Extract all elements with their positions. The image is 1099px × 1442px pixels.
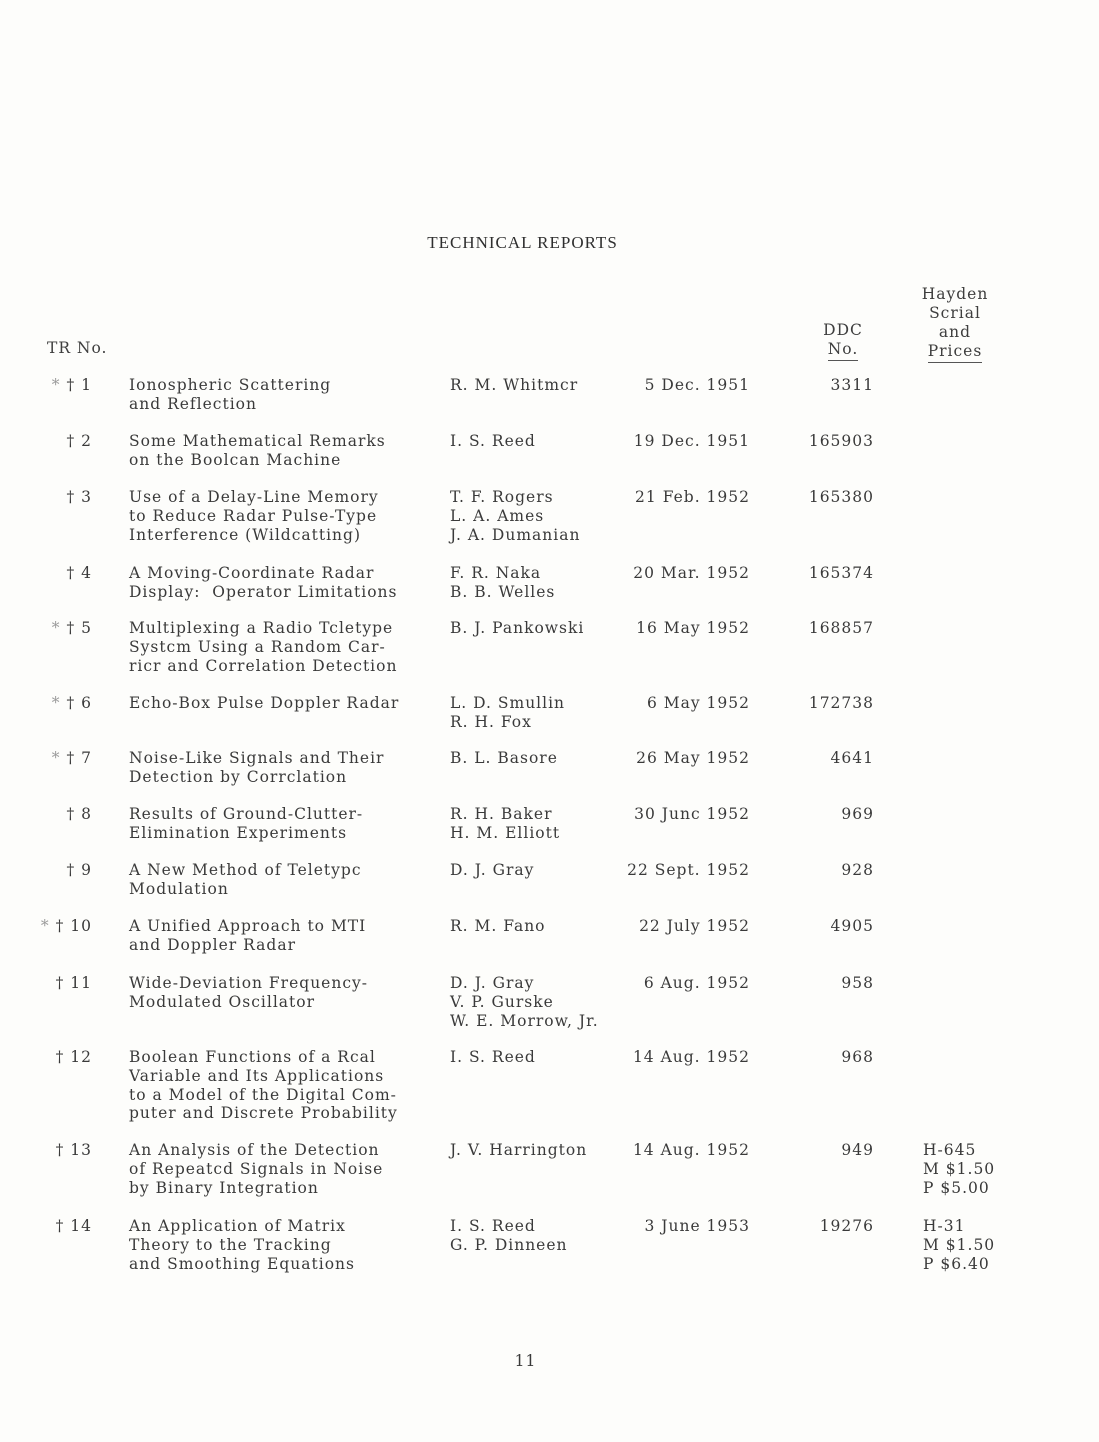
- report-number: [66, 432, 92, 451]
- report-number-text: † 10: [55, 917, 92, 935]
- hayden-price: [923, 1141, 995, 1197]
- report-authors: [450, 974, 599, 1030]
- report-authors-line: T. F. Rogers: [450, 488, 554, 506]
- report-authors-line: J. V. Harrington: [450, 1141, 588, 1159]
- report-title-line: An Application of Matrix: [129, 1217, 346, 1235]
- ddc-number: 958: [841, 974, 874, 992]
- report-number: [66, 805, 92, 824]
- header-ddc: [805, 321, 881, 361]
- hayden-price-line: P $5.00: [923, 1178, 990, 1197]
- ddc-number: 949: [841, 1141, 874, 1159]
- page-title: TECHNICAL REPORTS: [427, 233, 618, 252]
- star-mark: *: [51, 376, 61, 394]
- report-title-line: Noise-Like Signals and Their: [129, 749, 385, 767]
- report-date: 22 Sept. 1952: [627, 861, 750, 879]
- report-title-line: Ionospheric Scattering: [129, 376, 332, 394]
- report-title-line: Multiplexing a Radio Tcletype: [129, 619, 394, 637]
- report-number: [66, 564, 92, 583]
- header-hayden-line-1: Hayden: [921, 285, 989, 303]
- report-title: [129, 749, 384, 787]
- report-title-line: Wide-Deviation Frequency-: [129, 974, 369, 992]
- report-authors-line: I. S. Reed: [450, 1048, 536, 1066]
- report-title-line: Results of Ground-Clutter-: [129, 805, 364, 823]
- report-authors-line: I. S. Reed: [450, 432, 536, 450]
- report-date: 22 July 1952: [639, 917, 750, 935]
- report-number: [41, 917, 92, 936]
- report-date: 5 Dec. 1951: [644, 376, 750, 394]
- report-date: 20 Mar. 1952: [633, 564, 750, 582]
- report-title-line: puter and Discrete Probability: [129, 1104, 398, 1123]
- report-authors-line: F. R. Naka: [450, 564, 542, 582]
- star-mark: *: [51, 619, 61, 637]
- report-title: [129, 974, 368, 1012]
- report-title-line: Modulated Oscillator: [129, 992, 315, 1011]
- ddc-number: 4905: [830, 917, 874, 935]
- star-mark: *: [51, 694, 61, 712]
- report-authors-line: W. E. Morrow, Jr.: [450, 1011, 599, 1030]
- report-title-line: Elimination Experiments: [129, 823, 348, 842]
- page-number: 11: [514, 1352, 537, 1370]
- report-date: 19 Dec. 1951: [633, 432, 750, 450]
- report-number: [52, 749, 92, 768]
- header-ddc-line-2: No.: [828, 340, 859, 361]
- report-title: [129, 1217, 355, 1273]
- report-number: [56, 1217, 92, 1236]
- report-date: 16 May 1952: [636, 619, 750, 637]
- report-authors: [450, 564, 555, 602]
- report-number: [52, 619, 92, 638]
- star-mark: *: [40, 917, 50, 935]
- report-authors: [450, 749, 558, 768]
- report-authors-line: L. D. Smullin: [450, 694, 566, 712]
- report-authors-line: B. L. Basore: [450, 749, 558, 767]
- report-authors-line: G. P. Dinneen: [450, 1235, 568, 1254]
- header-tr-no: TR No.: [47, 339, 108, 357]
- report-date: 6 Aug. 1952: [643, 974, 750, 992]
- report-title-line: An Analysis of the Detection: [129, 1141, 380, 1159]
- report-number: [56, 974, 92, 993]
- report-title-line: Interference (Wildcatting): [129, 525, 362, 544]
- ddc-number: 172738: [808, 694, 874, 712]
- report-number-text: † 9: [66, 861, 92, 879]
- report-authors-line: I. S. Reed: [450, 1217, 536, 1235]
- ddc-number: 19276: [819, 1217, 874, 1235]
- report-title-line: Echo-Box Pulse Doppler Radar: [129, 694, 400, 712]
- ddc-number: 928: [841, 861, 874, 879]
- report-title: [129, 619, 397, 675]
- report-authors-line: B. J. Pankowski: [450, 619, 585, 637]
- report-authors-line: L. A. Ames: [450, 506, 545, 525]
- report-title-line: and Reflection: [129, 394, 257, 413]
- report-authors-line: H. M. Elliott: [450, 823, 561, 842]
- report-title: [129, 1141, 383, 1197]
- header-hayden: [912, 285, 998, 363]
- report-title-line: and Smoothing Equations: [129, 1254, 355, 1273]
- report-number-text: † 11: [55, 974, 92, 992]
- report-authors-line: B. B. Welles: [450, 582, 556, 601]
- report-authors-line: R. M. Fano: [450, 917, 546, 935]
- report-title-line: on the Boolcan Machine: [129, 450, 342, 469]
- report-number: [56, 1141, 92, 1160]
- report-authors: [450, 1048, 536, 1067]
- header-ddc-line-1: DDC: [823, 321, 863, 339]
- report-number-text: † 5: [66, 619, 92, 637]
- header-hayden-line-4: Prices: [928, 342, 983, 363]
- report-number-text: † 12: [55, 1048, 92, 1066]
- hayden-price-line: M $1.50: [923, 1159, 996, 1178]
- report-title-line: Use of a Delay-Line Memory: [129, 488, 379, 506]
- report-title: [129, 861, 362, 899]
- report-date: 30 Junc 1952: [634, 805, 750, 823]
- report-date: 3 June 1953: [644, 1217, 750, 1235]
- report-title: [129, 432, 386, 470]
- report-number: [52, 694, 92, 713]
- report-authors: [450, 376, 578, 395]
- report-title: [129, 917, 366, 955]
- report-title-line: Some Mathematical Remarks: [129, 432, 386, 450]
- report-title-line: Variable and Its Applications: [129, 1066, 385, 1085]
- report-title-line: Boolean Functions of a Rcal: [129, 1048, 376, 1066]
- report-title-line: ricr and Correlation Detection: [129, 656, 398, 675]
- report-title-line: Detection by Corrclation: [129, 767, 348, 786]
- report-title-line: A New Method of Teletypc: [129, 861, 362, 879]
- report-title-line: to a Model of the Digital Com-: [129, 1085, 397, 1104]
- report-date: 26 May 1952: [636, 749, 750, 767]
- report-title-line: Modulation: [129, 879, 229, 898]
- report-authors-line: D. J. Gray: [450, 861, 535, 879]
- report-number-text: † 7: [66, 749, 92, 767]
- report-title-line: by Binary Integration: [129, 1178, 319, 1197]
- report-title: [129, 488, 379, 544]
- hayden-price-line: H-645: [923, 1141, 977, 1159]
- report-authors-line: R. M. Whitmcr: [450, 376, 579, 394]
- report-authors: [450, 805, 560, 843]
- ddc-number: 165380: [808, 488, 874, 506]
- report-authors: [450, 619, 584, 638]
- report-date: 21 Feb. 1952: [635, 488, 750, 506]
- report-number-text: † 2: [66, 432, 92, 450]
- hayden-price: [923, 1217, 995, 1273]
- hayden-price-line: H-31: [923, 1217, 966, 1235]
- report-title-line: Display: Operator Limitations: [129, 582, 398, 601]
- report-authors-line: V. P. Gurske: [450, 992, 554, 1011]
- report-number: [56, 1048, 92, 1067]
- report-authors-line: J. A. Dumanian: [450, 525, 581, 544]
- report-title-line: of Repeatcd Signals in Noise: [129, 1159, 384, 1178]
- report-title-line: to Reduce Radar Pulse-Type: [129, 506, 378, 525]
- report-title-line: Theory to the Tracking: [129, 1235, 332, 1254]
- header-hayden-line-2: Scrial: [929, 304, 981, 322]
- report-authors-line: R. H. Baker: [450, 805, 553, 823]
- report-title: [129, 376, 331, 414]
- report-authors: [450, 917, 546, 936]
- report-authors-line: R. H. Fox: [450, 712, 532, 731]
- hayden-price-line: P $6.40: [923, 1254, 990, 1273]
- report-authors: [450, 432, 536, 451]
- report-number-text: † 4: [66, 564, 92, 582]
- report-number-text: † 14: [55, 1217, 92, 1235]
- ddc-number: 165374: [808, 564, 874, 582]
- report-number-text: † 6: [66, 694, 92, 712]
- report-number-text: † 3: [66, 488, 92, 506]
- report-number: [52, 376, 92, 395]
- report-authors: [450, 694, 565, 732]
- report-title-line: Systcm Using a Random Car-: [129, 637, 386, 656]
- report-title: [129, 1048, 398, 1123]
- report-date: 14 Aug. 1952: [632, 1048, 750, 1066]
- report-title-line: A Unified Approach to MTI: [129, 917, 367, 935]
- report-title: [129, 805, 363, 843]
- ddc-number: 968: [841, 1048, 874, 1066]
- report-number: [66, 861, 92, 880]
- ddc-number: 969: [841, 805, 874, 823]
- hayden-price-line: M $1.50: [923, 1235, 996, 1254]
- star-mark: *: [51, 749, 61, 767]
- report-authors: [450, 488, 580, 544]
- report-number-text: † 1: [66, 376, 92, 394]
- ddc-number: 4641: [830, 749, 874, 767]
- ddc-number: 168857: [808, 619, 874, 637]
- report-title: [129, 694, 399, 713]
- ddc-number: 3311: [830, 376, 874, 394]
- report-number-text: † 8: [66, 805, 92, 823]
- report-number-text: † 13: [55, 1141, 92, 1159]
- report-date: 14 Aug. 1952: [632, 1141, 750, 1159]
- report-date: 6 May 1952: [646, 694, 750, 712]
- report-authors: [450, 1141, 587, 1160]
- report-title-line: A Moving-Coordinate Radar: [129, 564, 375, 582]
- header-hayden-line-3: and: [938, 323, 972, 341]
- report-number: [66, 488, 92, 507]
- report-authors: [450, 861, 534, 880]
- report-authors-line: D. J. Gray: [450, 974, 535, 992]
- report-authors: [450, 1217, 568, 1255]
- ddc-number: 165903: [808, 432, 874, 450]
- report-title-line: and Doppler Radar: [129, 935, 296, 954]
- report-title: [129, 564, 397, 602]
